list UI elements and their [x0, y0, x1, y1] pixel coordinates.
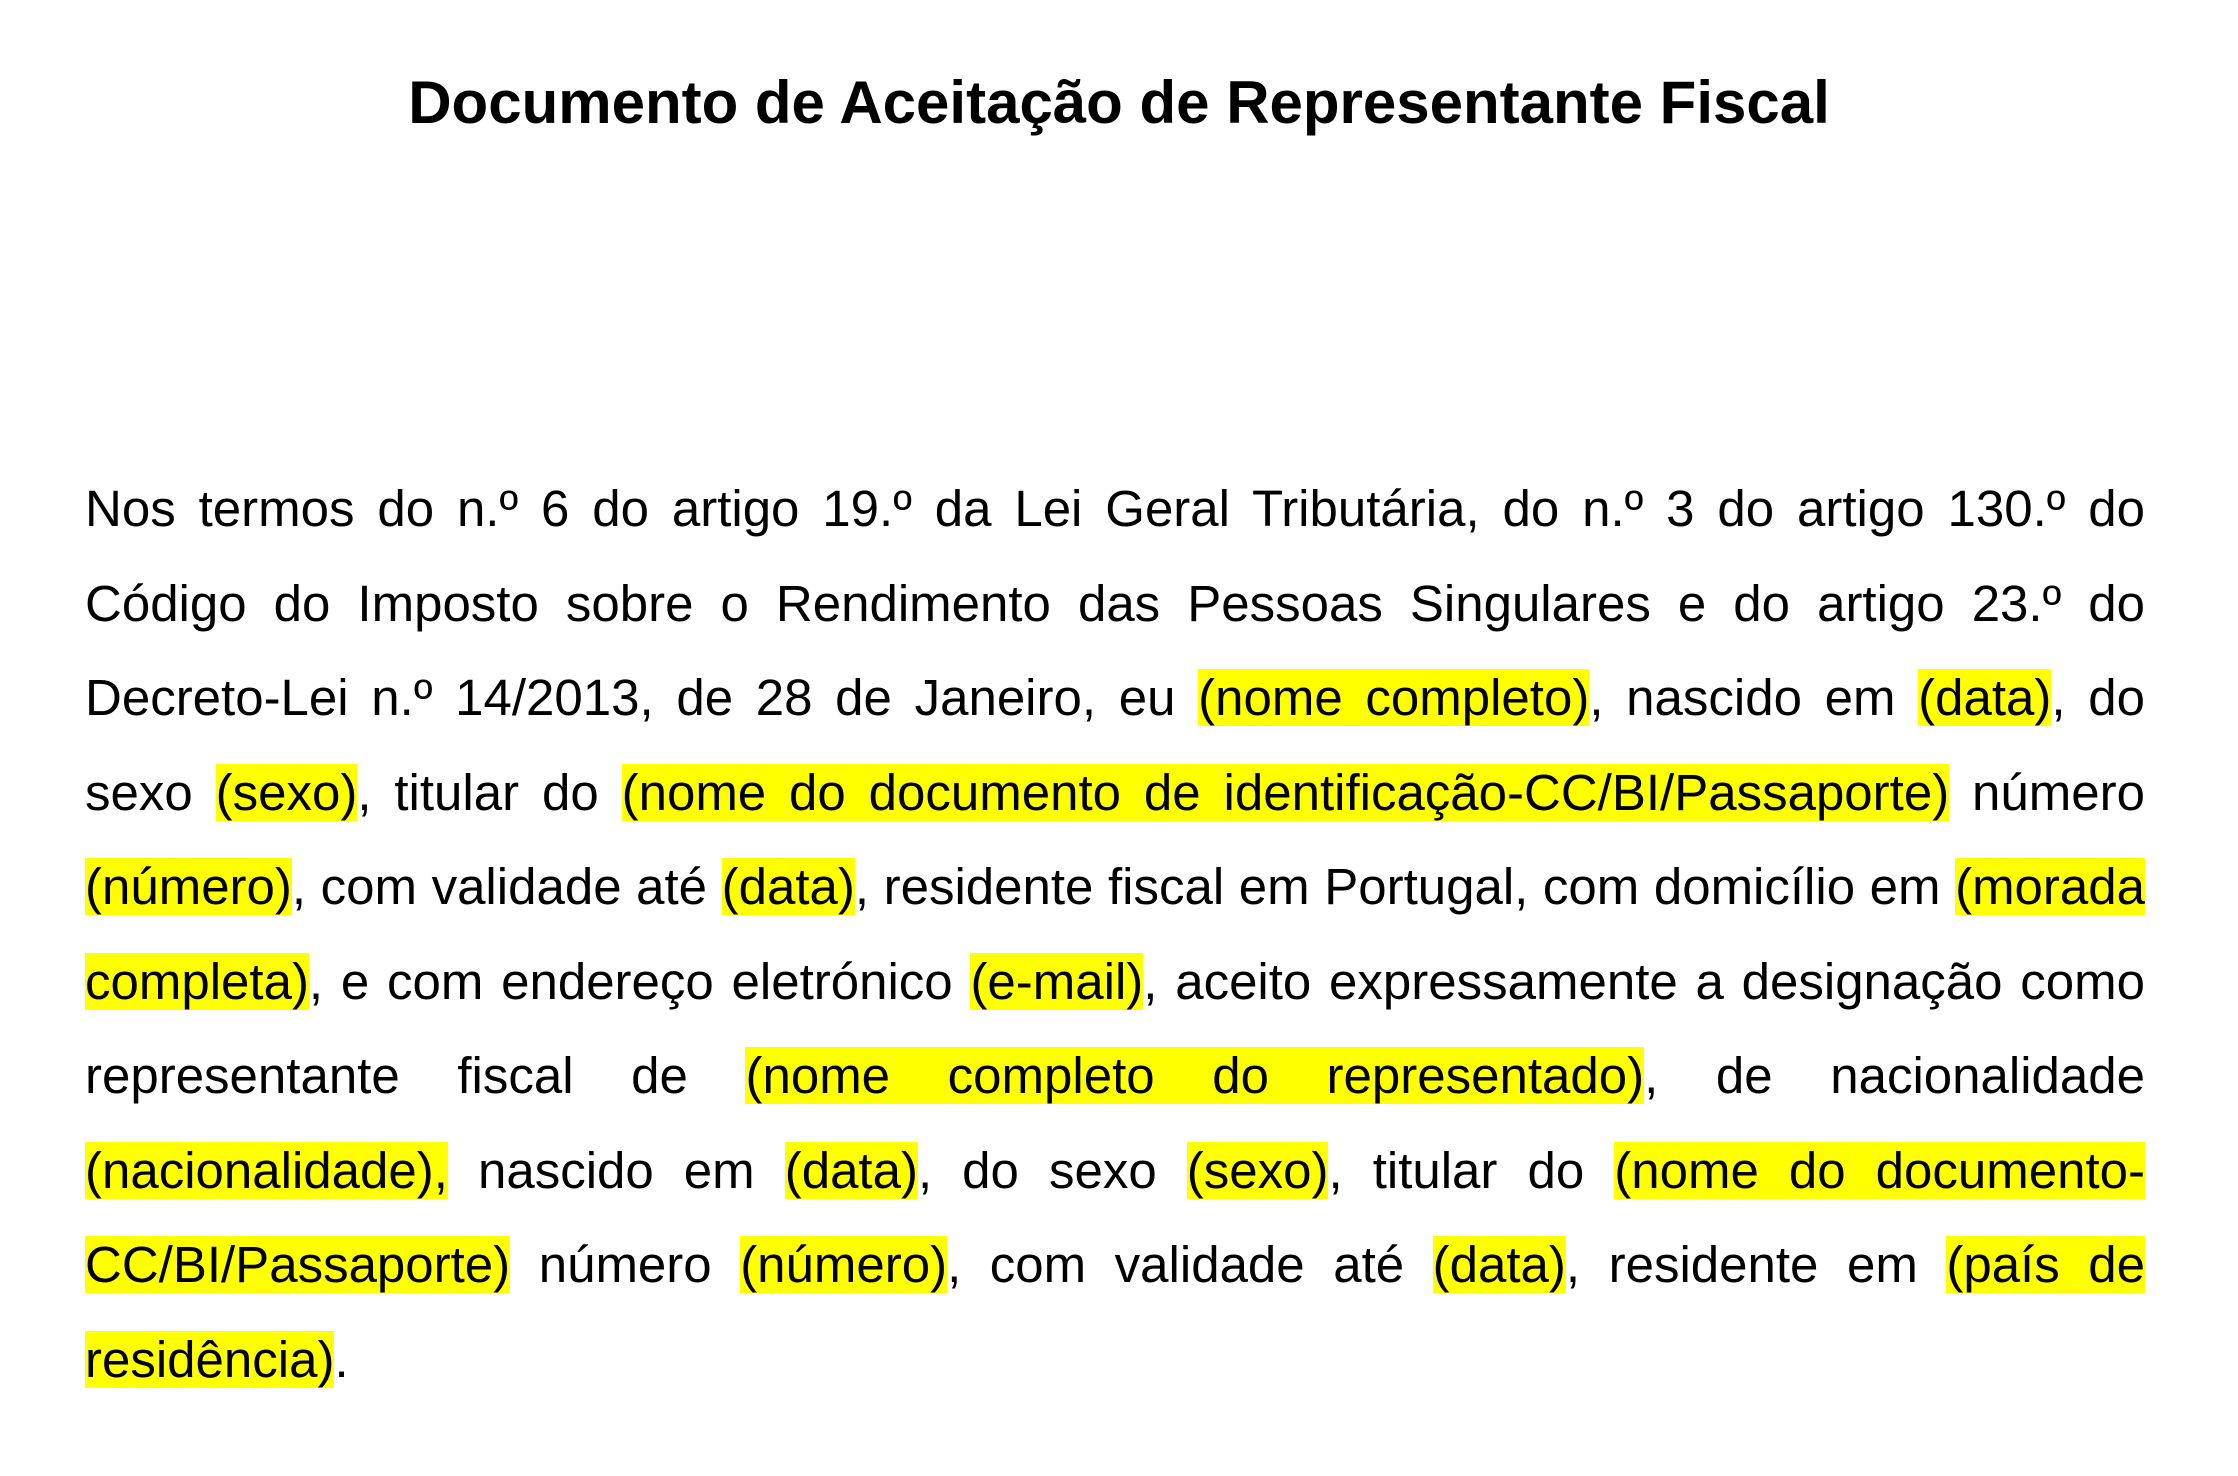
placeholder-field: (morada completa): [85, 858, 2145, 1010]
text-segment: , residente em: [1565, 1236, 1947, 1293]
placeholder-field: (data): [1918, 669, 2052, 726]
text-segment: .: [334, 1330, 349, 1388]
placeholder-field: (sexo): [215, 763, 358, 821]
text-segment: Nos termos do n.º 6 do artigo 19.º da Lei Geral Tributária, do n.º 3 do artigo 130.º do Código do Imposto sobre o Rendimento das Pessoas Singulares e do artigo 23.º do Decreto-Lei n.º 14/2013, de 28 de Janeiro, eu: [85, 480, 2145, 726]
text-segment: , titular do: [357, 763, 622, 821]
body-paragraph: [85, 462, 2145, 1407]
placeholder-field: (data): [721, 858, 855, 915]
text-segment: nascido em: [447, 1141, 785, 1199]
text-segment: , do sexo: [85, 669, 2145, 821]
text-segment: número: [1949, 763, 2145, 821]
placeholder-field: (país de residência): [85, 1236, 2145, 1388]
text-segment: , com validade até: [291, 858, 722, 915]
document-title: Documento de Aceitação de Representante Fiscal: [408, 69, 1830, 136]
placeholder-field: (data): [784, 1141, 918, 1199]
text-segment: , de nacionalidade: [1644, 1047, 2145, 1104]
placeholder-field: (nome do documento-CC/BI/Passaporte): [85, 1141, 2145, 1293]
text-segment: número: [510, 1236, 741, 1293]
placeholder-field: (número): [85, 858, 292, 915]
placeholder-field: (sexo): [1186, 1141, 1329, 1199]
placeholder-field: (número): [740, 1236, 948, 1293]
text-segment: , aceito expressamente a designação como representante fiscal de: [85, 952, 2145, 1104]
text-segment: , e com endereço eletrónico: [308, 952, 971, 1010]
placeholder-field: (e-mail): [970, 952, 1144, 1010]
text-segment: , titular do: [1328, 1141, 1615, 1199]
placeholder-field: (nome completo do representado): [745, 1047, 1645, 1104]
placeholder-field: (data): [1432, 1236, 1566, 1293]
text-segment: , com validade até: [947, 1236, 1433, 1293]
text-segment: , do sexo: [917, 1141, 1187, 1199]
text-segment: , residente fiscal em Portugal, com domicílio em: [854, 858, 1956, 915]
text-segment: , nascido em: [1589, 669, 1919, 726]
placeholder-field: (nacionalidade),: [85, 1141, 448, 1199]
placeholder-field: (nome do documento de identificação-CC/BI/Passaporte): [621, 763, 1950, 821]
placeholder-field: (nome completo): [1198, 669, 1590, 726]
